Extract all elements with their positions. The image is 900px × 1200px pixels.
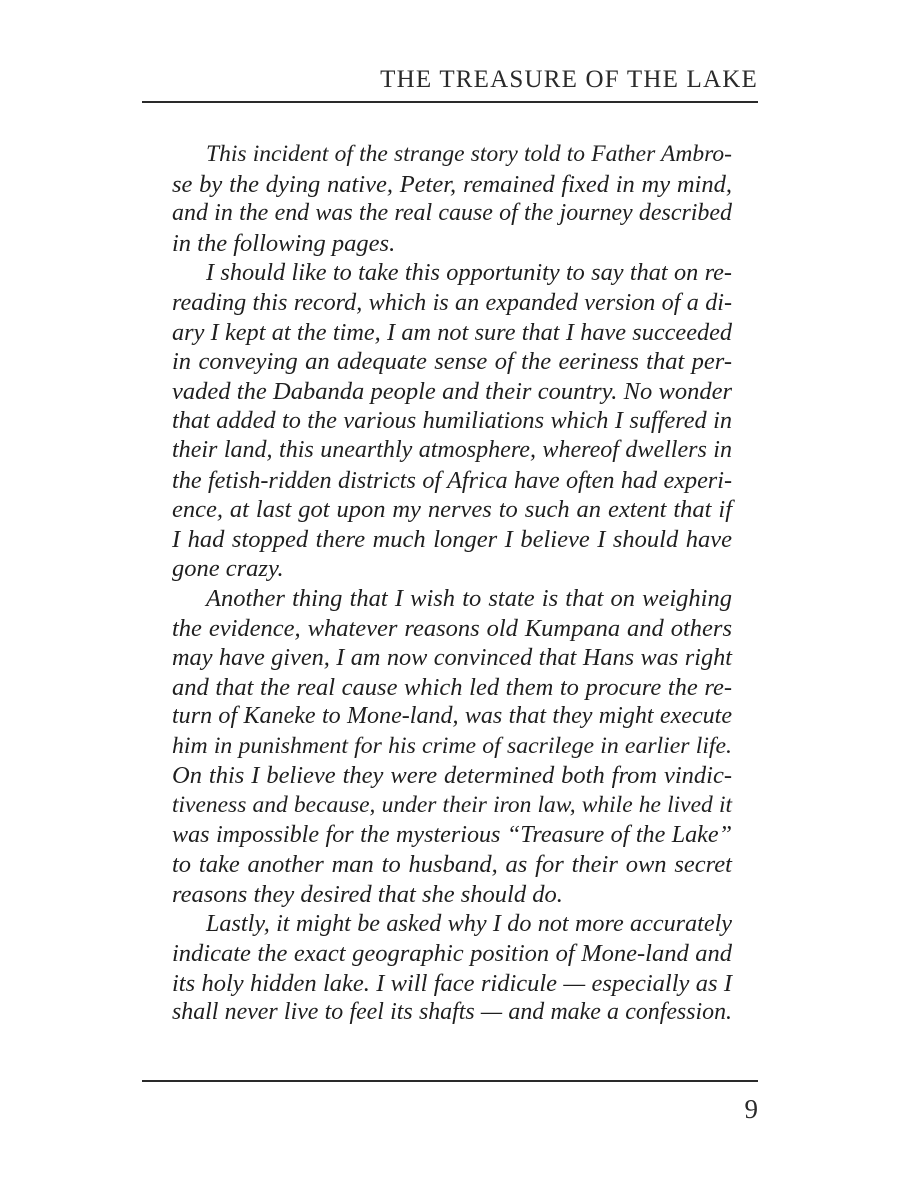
text-line: turn of Kaneke to Mone-land, was that they might execute (172, 703, 732, 730)
text-line: tiveness and because, under their iron law, while he lived it (172, 792, 732, 819)
text-line: se by the dying native, Peter, remained fixed in my mind, (172, 170, 732, 198)
text-line: may have given, I am now convinced that Hans was right (172, 644, 732, 672)
text-line: I should like to take this opportunity to say that on re- (206, 259, 732, 287)
text-line: and that the real cause which led them to procure the re- (172, 673, 732, 701)
text-line: I had stopped there much longer I believe I should have (172, 525, 732, 553)
text-line: in conveying an adequate sense of the eeriness that per- (172, 348, 732, 376)
text-line: the fetish-ridden districts of Africa have often had experi- (172, 466, 732, 494)
page-number: 9 (744, 1094, 758, 1124)
text-line: reading this record, which is an expanded version of a di- (172, 288, 732, 316)
text-line: On this I believe they were determined both from vindic- (172, 762, 732, 790)
text-line: was impossible for the mysterious “Treasure of the Lake” (172, 821, 732, 848)
footer-rule (142, 1080, 758, 1082)
header-rule (142, 101, 758, 103)
running-head-title: THE TREASURE OF THE LAKE (380, 66, 758, 93)
text-line: shall never live to feel its shafts — and make a confession. (172, 999, 732, 1026)
text-line: to take another man to husband, as for their own secret (172, 851, 732, 879)
text-line: that added to the various humiliations which I suffered in (172, 407, 732, 435)
text-line: the evidence, whatever reasons old Kumpana and others (172, 614, 732, 642)
text-line: their land, this unearthly atmosphere, whereof dwellers in (172, 436, 732, 463)
text-line: indicate the exact geographic position of Mone-land and (172, 940, 732, 968)
text-line: him in punishment for his crime of sacrilege in earlier life. (172, 732, 732, 759)
body-text (172, 140, 732, 1028)
text-line: reasons they desired that she should do. (172, 880, 563, 908)
text-line: ence, at last got upon my nerves to such an extent that if (172, 496, 732, 524)
text-line: in the following pages. (172, 229, 396, 257)
text-line: Lastly, it might be asked why I do not more accurately (206, 910, 732, 938)
text-line: and in the end was the real cause of the journey described (172, 200, 732, 227)
text-line: gone crazy. (172, 555, 284, 583)
text-line: its holy hidden lake. I will face ridicule — especially as I (172, 969, 732, 997)
text-line: vaded the Dabanda people and their country. No wonder (172, 377, 732, 405)
text-line: This incident of the strange story told to Father Ambro- (206, 141, 732, 167)
text-line: Another thing that I wish to state is that on weighing (206, 584, 732, 612)
text-line: ary I kept at the time, I am not sure that I have succeeded (172, 318, 732, 346)
